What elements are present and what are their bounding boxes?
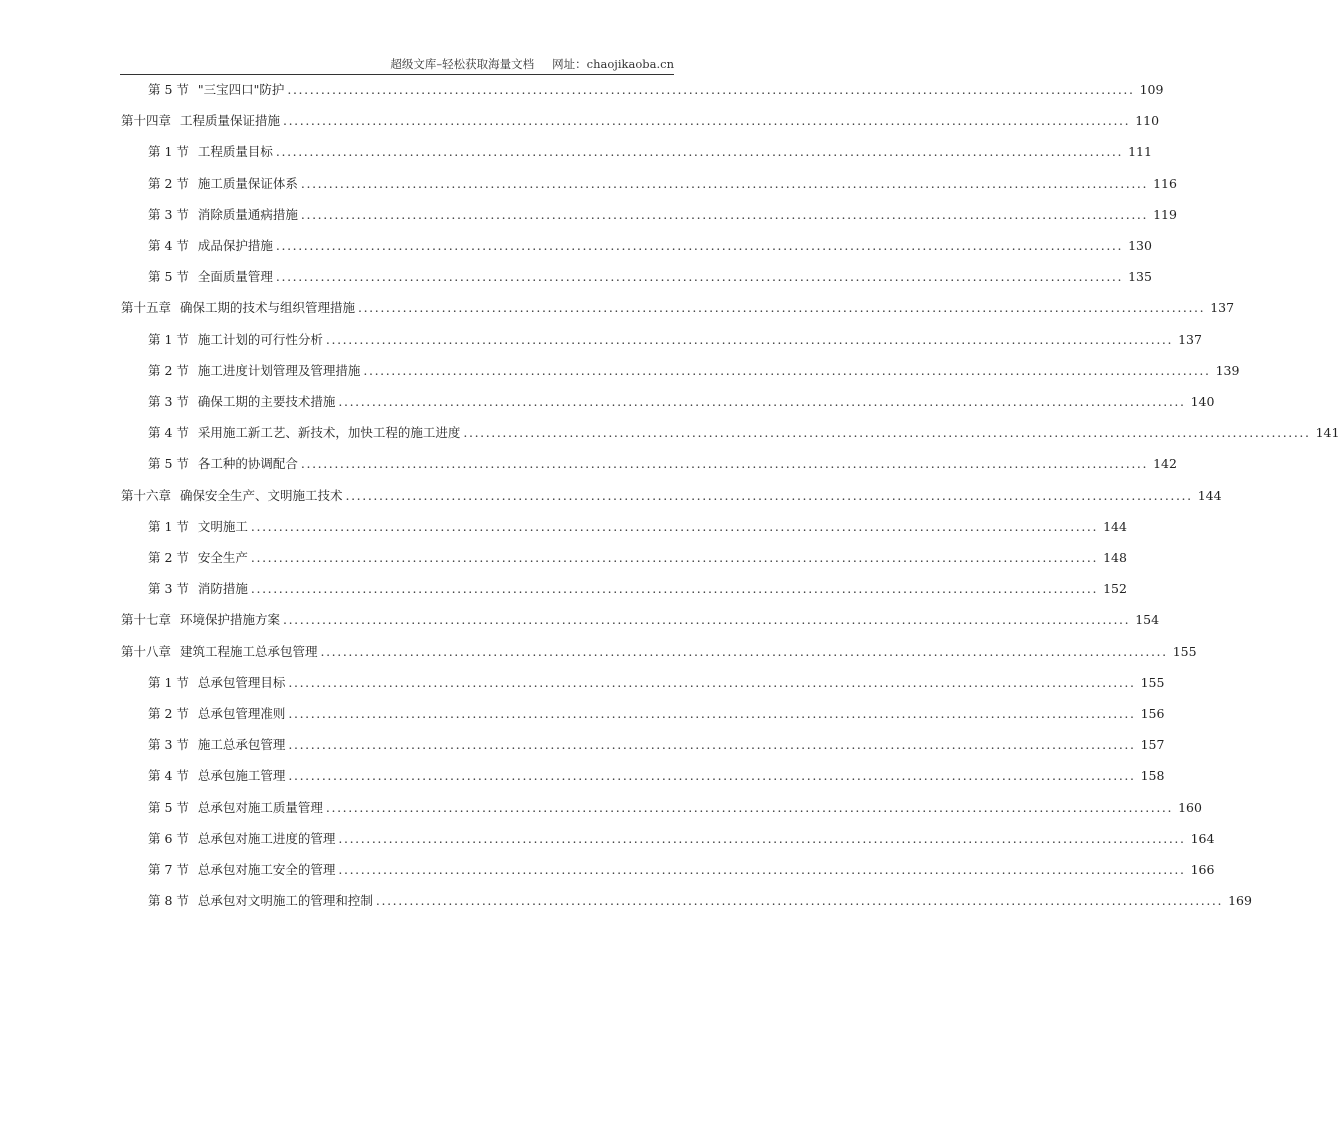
toc-section-entry[interactable] [148, 827, 1215, 851]
page-header [120, 56, 674, 75]
toc-entry-number: 第 4 节 [148, 768, 189, 784]
toc-section-entry[interactable] [148, 234, 1152, 258]
toc-entry-title: 总承包对施工安全的管理 [197, 862, 336, 877]
toc-section-entry[interactable] [148, 546, 1127, 570]
toc-entry-number: 第 5 节 [148, 269, 189, 285]
toc-entry-title: 施工总承包管理 [197, 737, 286, 753]
toc-entry-page-number: 157 [1140, 737, 1165, 753]
toc-entry-title: 建筑工程施工总承包管理 [180, 643, 318, 659]
toc-dot-leader: ........................................................................................................................................................ [275, 269, 1124, 285]
toc-section-entry[interactable] [148, 265, 1152, 289]
toc-dot-leader: ........................................................................................................................................................ [287, 82, 1135, 97]
toc-entry-page-number: 155 [1172, 643, 1197, 659]
toc-entry-title: 安全生产 [197, 550, 248, 565]
toc-entry-title: 消除质量通病措施 [197, 206, 298, 222]
toc-entry-page-number: 116 [1153, 175, 1177, 191]
toc-entry-number: 第 7 节 [148, 862, 189, 877]
toc-section-entry[interactable] [148, 203, 1177, 227]
toc-dot-leader: ........................................................................................................................................................ [288, 706, 1136, 721]
toc-entry-title: 工程质量保证措施 [180, 113, 281, 129]
toc-dot-leader: ........................................................................................................................................................ [288, 737, 1136, 753]
toc-entry-title: 总承包管理目标 [197, 674, 286, 690]
toc-entry-page-number: 109 [1139, 82, 1164, 97]
toc-entry-title: 成品保护措施 [197, 238, 273, 253]
toc-dot-leader: ........................................................................................................................................................ [250, 550, 1099, 565]
toc-entry-page-number: 156 [1140, 706, 1165, 721]
toc-entry-number: 第 2 节 [148, 706, 189, 721]
toc-entry-number: 第 6 节 [148, 830, 189, 846]
toc-entry-title: 施工质量保证体系 [197, 175, 298, 191]
toc-entry-title: 工程质量目标 [197, 144, 273, 160]
toc-dot-leader: ........................................................................................................................................................ [250, 581, 1099, 597]
toc-entry-number: 第 4 节 [148, 425, 189, 441]
toc-section-entry[interactable] [148, 858, 1215, 882]
toc-entry-page-number: 158 [1140, 768, 1165, 784]
toc-section-entry[interactable] [148, 452, 1177, 476]
toc-entry-number: 第十七章 [121, 612, 172, 628]
toc-dot-leader: ........................................................................................................................................................ [375, 893, 1224, 909]
toc-chapter-entry[interactable] [121, 109, 1160, 133]
toc-entry-number: 第 1 节 [148, 331, 189, 347]
toc-entry-title: 确保工期的技术与组织管理措施 [180, 300, 356, 316]
toc-entry-title: 总承包对施工质量管理 [197, 799, 323, 815]
toc-entry-page-number: 169 [1228, 893, 1252, 909]
toc-section-entry[interactable] [148, 390, 1215, 414]
toc-entry-page-number: 139 [1215, 362, 1240, 378]
toc-section-entry[interactable] [148, 889, 1252, 913]
toc-entry-page-number: 111 [1128, 144, 1152, 160]
toc-entry-page-number: 166 [1190, 862, 1215, 877]
toc-entry-page-number: 137 [1210, 300, 1235, 316]
toc-section-entry[interactable] [148, 359, 1240, 383]
toc-entry-title: 全面质量管理 [197, 269, 273, 285]
toc-entry-number: 第 1 节 [148, 674, 189, 690]
toc-section-entry[interactable] [148, 702, 1165, 726]
toc-entry-page-number: 160 [1178, 799, 1202, 815]
toc-section-entry[interactable] [148, 671, 1165, 695]
toc-dot-leader: ........................................................................................................................................................ [463, 425, 1311, 441]
toc-entry-number: 第十八章 [121, 643, 172, 659]
toc-dot-leader: ........................................................................................................................................................ [320, 643, 1168, 659]
toc-section-entry[interactable] [148, 764, 1165, 788]
toc-entry-number: 第 3 节 [148, 737, 189, 753]
toc-entry-page-number: 135 [1128, 269, 1152, 285]
toc-section-entry[interactable] [148, 140, 1152, 164]
toc-entry-number: 第 4 节 [148, 238, 189, 253]
toc-entry-page-number: 140 [1190, 394, 1215, 409]
toc-entry-page-number: 154 [1135, 612, 1160, 628]
toc-section-entry[interactable] [148, 328, 1202, 352]
toc-entry-title: 施工进度计划管理及管理措施 [197, 362, 361, 378]
toc-entry-number: 第十四章 [121, 113, 172, 129]
toc-dot-leader: ........................................................................................................................................................ [283, 113, 1131, 129]
header-library-name: 超级文库–轻松获取海量文档 [390, 57, 535, 71]
toc-entry-number: 第 5 节 [148, 456, 189, 472]
toc-dot-leader: ........................................................................................................................................................ [338, 394, 1186, 409]
toc-section-entry[interactable] [148, 172, 1177, 196]
toc-entry-title: 消防措施 [197, 581, 248, 597]
toc-entry-number: 第 5 节 [148, 82, 189, 97]
toc-entry-title: "三宝四口"防护 [197, 82, 285, 97]
toc-entry-number: 第 1 节 [148, 518, 189, 534]
toc-dot-leader: ........................................................................................................................................................ [288, 768, 1136, 784]
toc-dot-leader: ........................................................................................................................................................ [325, 331, 1174, 347]
header-site-label: 网址：chaojikaoba.cn [552, 57, 674, 71]
toc-entry-page-number: 155 [1140, 674, 1165, 690]
toc-entry-number: 第 2 节 [148, 175, 189, 191]
toc-dot-leader: ........................................................................................................................................................ [338, 862, 1186, 877]
toc-entry-number: 第 1 节 [148, 144, 189, 160]
toc-dot-leader: ........................................................................................................................................................ [288, 674, 1136, 690]
toc-entry-page-number: 141 [1315, 425, 1339, 441]
toc-entry-page-number: 142 [1153, 456, 1177, 472]
toc-entry-title: 施工计划的可行性分析 [197, 331, 323, 347]
toc-chapter-entry[interactable] [121, 640, 1197, 664]
toc-dot-leader: ........................................................................................................................................................ [275, 144, 1124, 160]
toc-entry-number: 第 8 节 [148, 893, 189, 909]
toc-entry-number: 第 2 节 [148, 362, 189, 378]
toc-entry-page-number: 137 [1178, 331, 1202, 347]
toc-section-entry[interactable] [148, 78, 1164, 102]
toc-entry-title: 环境保护措施方案 [180, 612, 281, 628]
toc-entry-page-number: 164 [1190, 830, 1215, 846]
toc-section-entry[interactable] [148, 796, 1202, 820]
toc-entry-number: 第十五章 [121, 300, 172, 316]
toc-entry-page-number: 144 [1103, 518, 1127, 534]
toc-entry-number: 第 3 节 [148, 394, 189, 409]
toc-dot-leader: ........................................................................................................................................................ [338, 830, 1186, 846]
toc-entry-title: 确保安全生产、文明施工技术 [180, 487, 343, 503]
toc-entry-number: 第十六章 [121, 487, 172, 503]
toc-entry-page-number: 152 [1103, 581, 1127, 597]
toc-entry-title: 确保工期的主要技术措施 [197, 394, 336, 409]
toc-entry-title: 总承包对文明施工的管理和控制 [197, 893, 373, 909]
toc-entry-page-number: 148 [1103, 550, 1127, 565]
toc-entry-title: 各工种的协调配合 [197, 456, 298, 472]
toc-chapter-entry[interactable] [121, 608, 1160, 632]
toc-entry-title: 总承包施工管理 [197, 768, 286, 784]
toc-section-entry[interactable] [148, 421, 1339, 445]
toc-entry-title: 采用施工新工艺、新技术，加快工程的施工进度 [197, 425, 461, 441]
toc-dot-leader: ........................................................................................................................................................ [363, 362, 1211, 378]
toc-entry-title: 总承包管理准则 [197, 706, 286, 721]
toc-entry-title: 总承包对施工进度的管理 [197, 830, 336, 846]
toc-chapter-entry[interactable] [121, 484, 1222, 508]
toc-entry-page-number: 130 [1128, 238, 1152, 253]
toc-section-entry[interactable] [148, 515, 1127, 539]
toc-entry-title: 文明施工 [197, 518, 248, 534]
toc-entry-page-number: 119 [1153, 206, 1177, 222]
toc-section-entry[interactable] [148, 577, 1127, 601]
toc-dot-leader: ........................................................................................................................................................ [283, 612, 1131, 628]
toc-dot-leader: ........................................................................................................................................................ [345, 487, 1193, 503]
toc-dot-leader: ........................................................................................................................................................ [300, 175, 1149, 191]
toc-dot-leader: ........................................................................................................................................................ [300, 456, 1149, 472]
toc-entry-number: 第 3 节 [148, 206, 189, 222]
toc-entry-number: 第 2 节 [148, 550, 189, 565]
toc-entry-number: 第 5 节 [148, 799, 189, 815]
toc-dot-leader: ........................................................................................................................................................ [358, 300, 1206, 316]
toc-entry-number: 第 3 节 [148, 581, 189, 597]
toc-dot-leader: ........................................................................................................................................................ [300, 206, 1149, 222]
toc-entry-page-number: 144 [1197, 487, 1222, 503]
toc-section-entry[interactable] [148, 733, 1165, 757]
toc-chapter-entry[interactable] [121, 296, 1235, 320]
toc-dot-leader: ........................................................................................................................................................ [325, 799, 1174, 815]
toc-dot-leader: ........................................................................................................................................................ [250, 518, 1099, 534]
toc-dot-leader: ........................................................................................................................................................ [275, 238, 1124, 253]
toc-entry-page-number: 110 [1135, 113, 1160, 129]
